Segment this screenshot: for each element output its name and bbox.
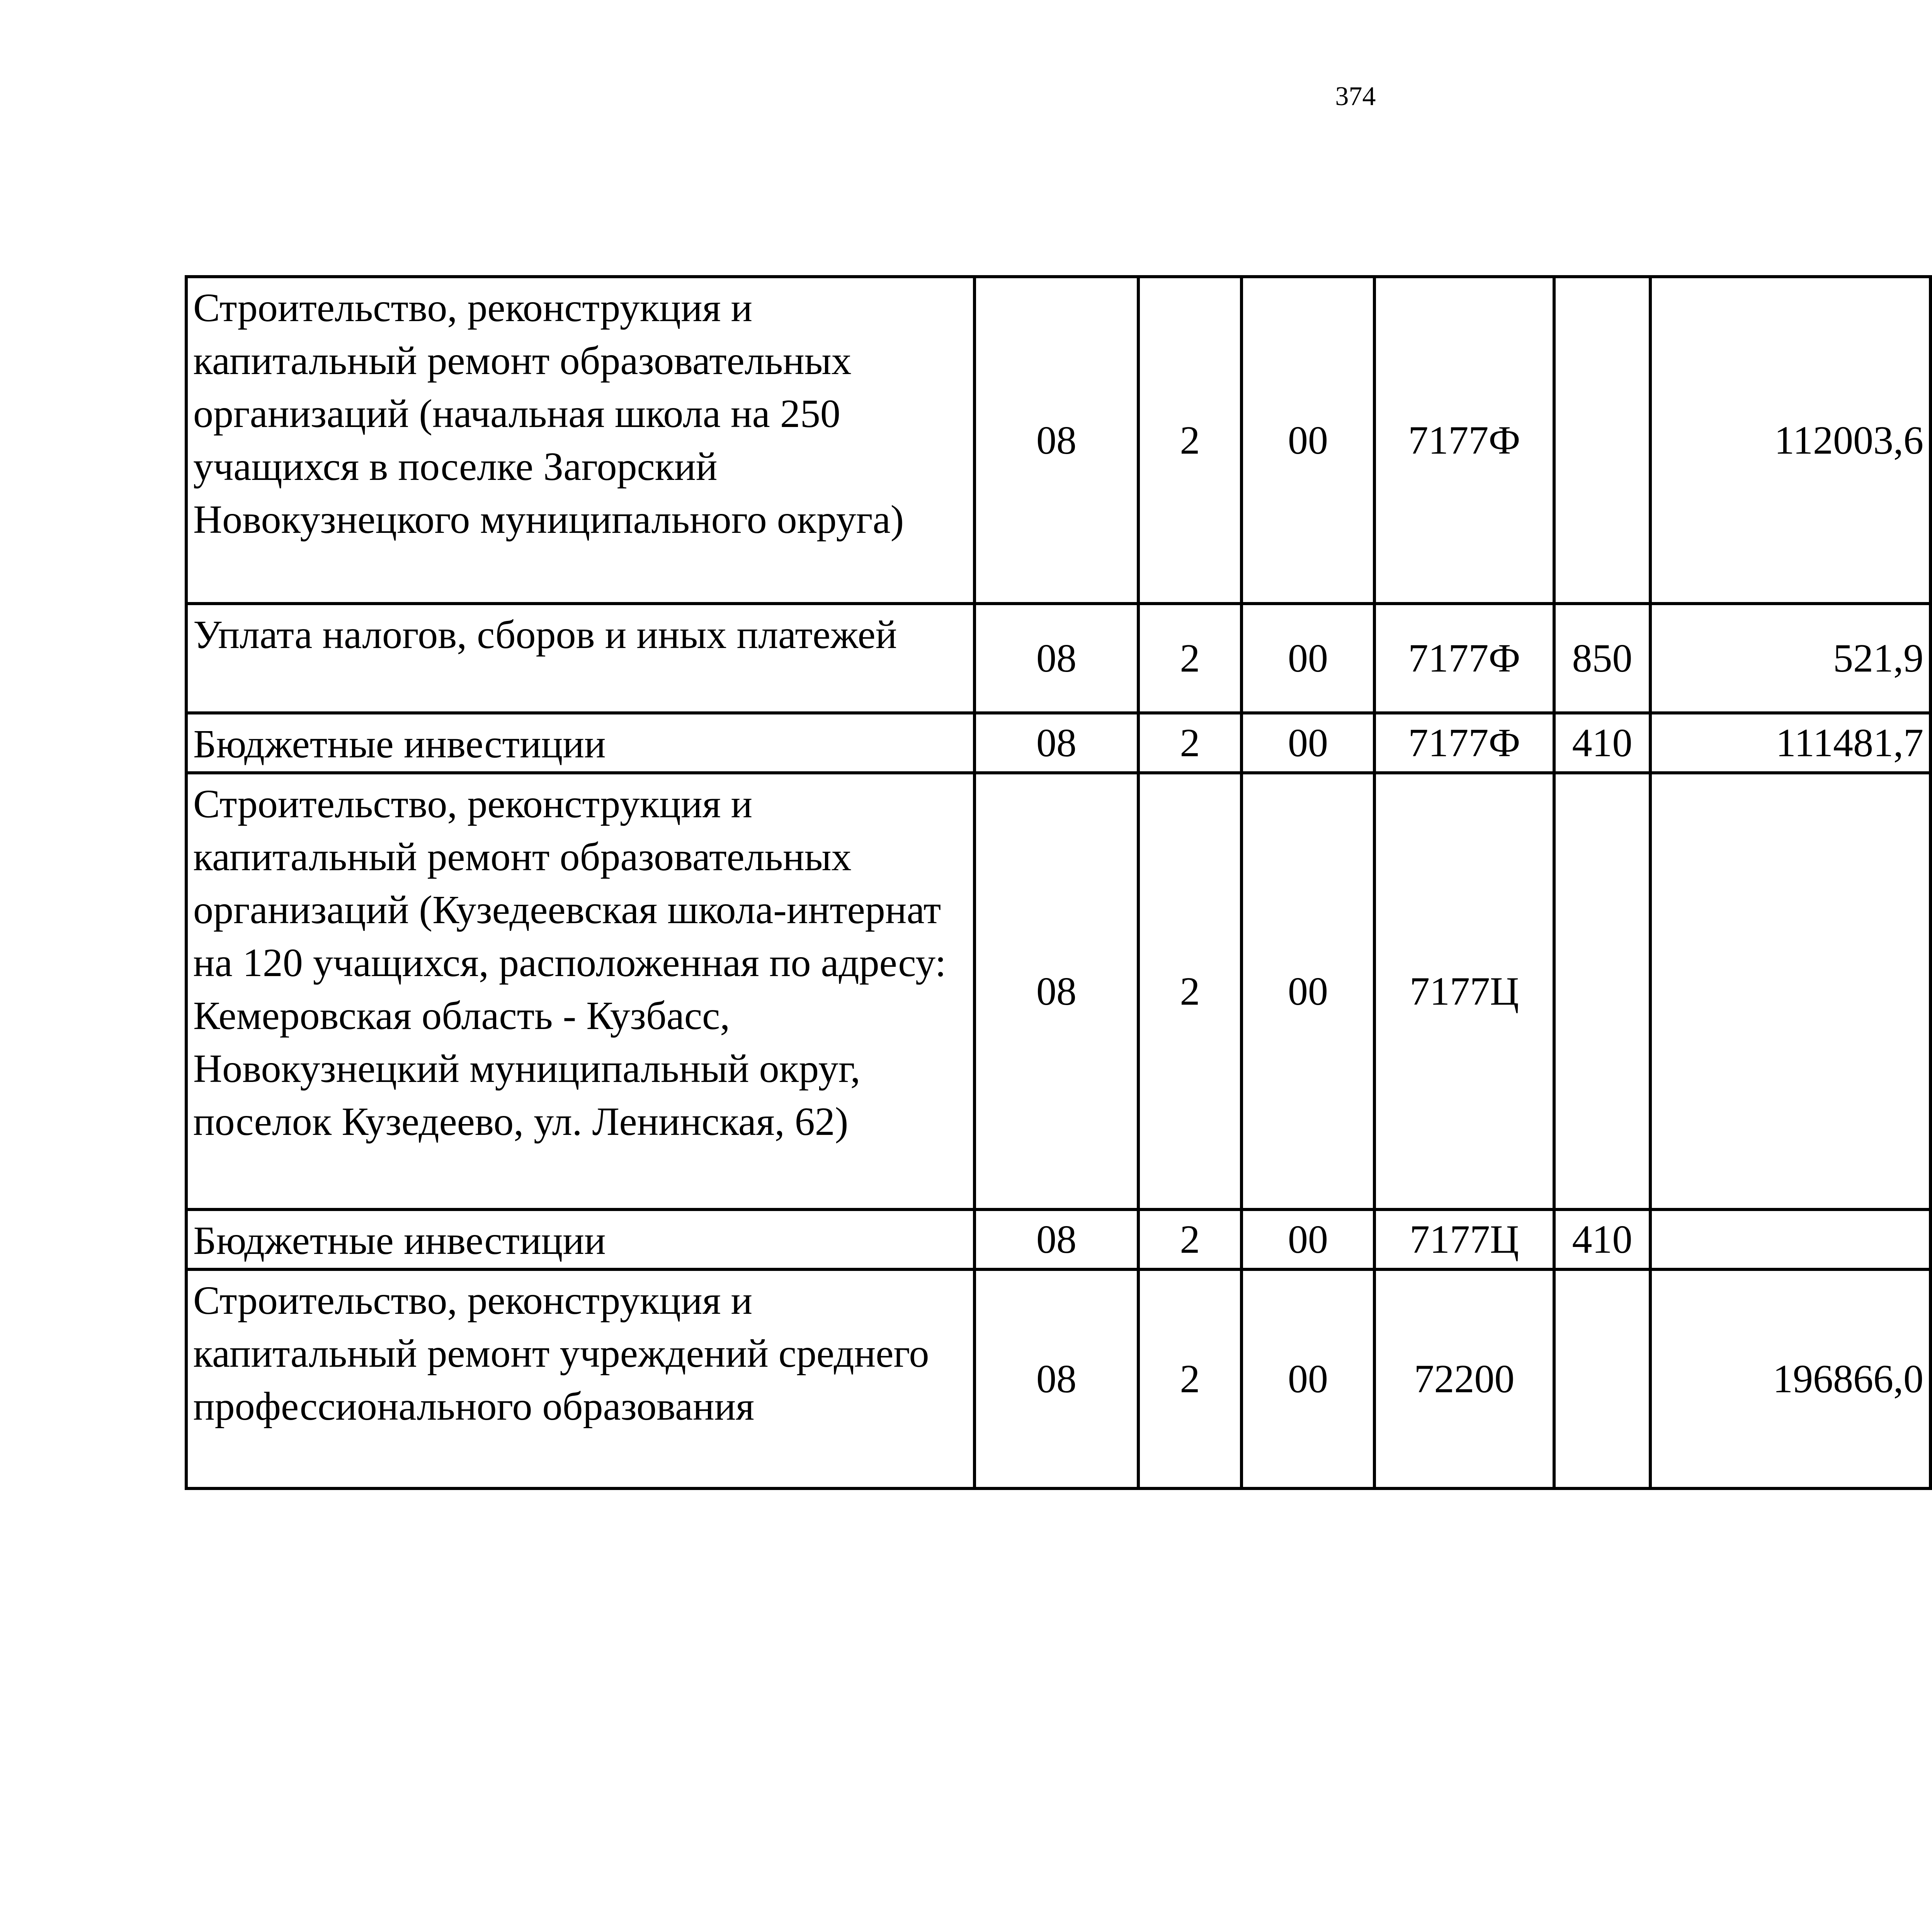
section-code-cell: 08 (975, 1209, 1138, 1269)
program-code-cell: 2 (1138, 277, 1242, 604)
program-code-cell: 2 (1138, 604, 1242, 713)
sum-2-cell (1930, 713, 1932, 773)
expense-type-cell: 410 (1554, 713, 1650, 773)
subprogram-code-cell: 00 (1242, 604, 1374, 713)
sum-2-cell (1930, 773, 1932, 1209)
sum-1-cell: 111481,7 (1650, 713, 1930, 773)
expense-type-cell (1554, 1269, 1650, 1488)
sum-1-cell: 112003,6 (1650, 277, 1930, 604)
table-row (186, 604, 1932, 713)
sum-1-cell: 196866,0 (1650, 1269, 1930, 1488)
row-name-cell: Строительство, реконструкция и капитальный ремонт образовательных организаций (начальная школа на 250 учащихся в поселке Загорский Новокузнецкого муниципального округа) (186, 277, 975, 604)
row-name-cell: Бюджетные инвестиции (186, 1209, 975, 1269)
sum-2-cell (1930, 1269, 1932, 1488)
direction-code-cell: 72200 (1374, 1269, 1554, 1488)
row-name-cell: Строительство, реконструкция и капитальный ремонт образовательных организаций (Кузедеевская школа-интернат на 120 учащихся, расположенная по адресу: Кемеровская область - Кузбасс, Новокузнецкий муниципальный округ, поселок Кузедеево, ул. Ленинская, 62) (186, 773, 975, 1209)
program-code-cell: 2 (1138, 1209, 1242, 1269)
section-code-cell: 08 (975, 277, 1138, 604)
table-row (186, 1269, 1932, 1488)
sum-1-cell (1650, 773, 1930, 1209)
direction-code-cell: 7177Ц (1374, 773, 1554, 1209)
table-row (186, 773, 1932, 1209)
expense-type-cell (1554, 773, 1650, 1209)
budget-table (185, 275, 1932, 1490)
table-row (186, 277, 1932, 604)
row-name-cell: Строительство, реконструкция и капитальный ремонт учреждений среднего профессионального образования (186, 1269, 975, 1488)
expense-type-cell (1554, 277, 1650, 604)
page-number: 374 (1335, 82, 1376, 111)
sum-1-cell: 521,9 (1650, 604, 1930, 713)
direction-code-cell: 7177Ф (1374, 604, 1554, 713)
table-row (186, 1209, 1932, 1269)
expense-type-cell: 410 (1554, 1209, 1650, 1269)
expense-type-cell: 850 (1554, 604, 1650, 713)
program-code-cell: 2 (1138, 1269, 1242, 1488)
subprogram-code-cell: 00 (1242, 773, 1374, 1209)
program-code-cell: 2 (1138, 773, 1242, 1209)
direction-code-cell: 7177Ф (1374, 277, 1554, 604)
section-code-cell: 08 (975, 773, 1138, 1209)
row-name-cell: Уплата налогов, сборов и иных платежей (186, 604, 975, 713)
row-name-cell: Бюджетные инвестиции (186, 713, 975, 773)
subprogram-code-cell: 00 (1242, 1269, 1374, 1488)
sum-1-cell (1650, 1209, 1930, 1269)
program-code-cell: 2 (1138, 713, 1242, 773)
subprogram-code-cell: 00 (1242, 277, 1374, 604)
section-code-cell: 08 (975, 713, 1138, 773)
direction-code-cell: 7177Ц (1374, 1209, 1554, 1269)
direction-code-cell: 7177Ф (1374, 713, 1554, 773)
subprogram-code-cell: 00 (1242, 713, 1374, 773)
table-row (186, 713, 1932, 773)
sum-2-cell (1930, 277, 1932, 604)
section-code-cell: 08 (975, 1269, 1138, 1488)
subprogram-code-cell: 00 (1242, 1209, 1374, 1269)
sum-2-cell (1930, 1209, 1932, 1269)
sum-2-cell (1930, 604, 1932, 713)
section-code-cell: 08 (975, 604, 1138, 713)
